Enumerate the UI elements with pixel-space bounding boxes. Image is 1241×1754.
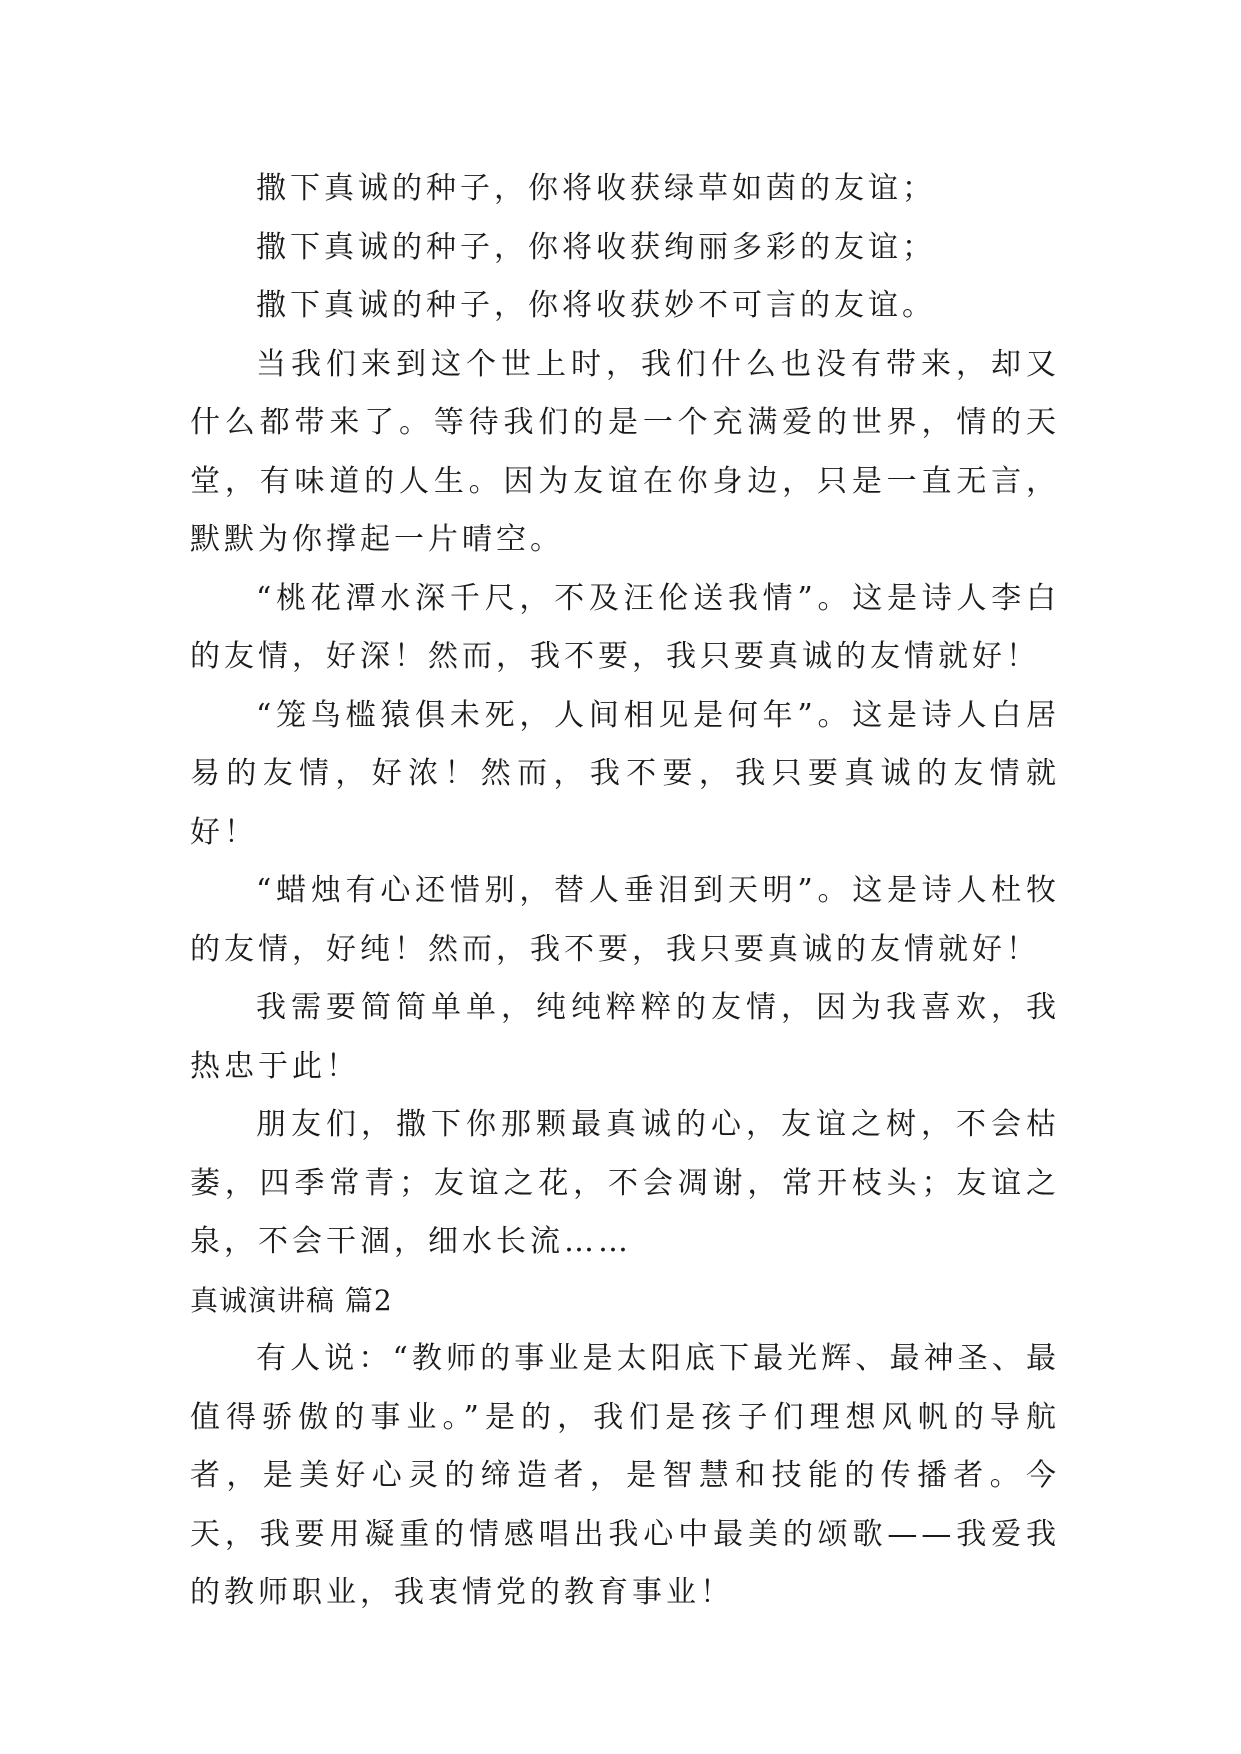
paragraph: 撒下真诚的种子，你将收获绿草如茵的友谊； bbox=[256, 171, 936, 206]
paragraph: 撒下真诚的种子，你将收获绚丽多彩的友谊； bbox=[256, 229, 936, 265]
paragraph: 当我们来到这个世上时，我们什么也没有带来，却又什么都带来了。等待我们的是一个充满爱的世界，情的天堂，有味道的人生。因为友谊在你身边，只是一直无言，默默为你撑起一片晴空。 bbox=[190, 346, 1060, 557]
paragraph: 有人说：“教师的事业是太阳底下最光辉、最神圣、最值得骄傲的事业。”是的，我们是孩子们理想风帆的导航者，是美好心灵的缔造者，是智慧和技能的传播者。今天，我要用凝重的情感唱出我心中最美的颂歌——我爱我的教师职业，我衷情党的教育事业！ bbox=[190, 1341, 1060, 1610]
section-heading: 真诚演讲稿 篇2 bbox=[190, 1283, 393, 1317]
paragraph: “笼鸟槛猿俱未死，人间相见是何年”。这是诗人白居易的友情，好浓！然而，我不要，我只要真诚的友情就好！ bbox=[190, 697, 1060, 850]
paragraph: “桃花潭水深千尺，不及汪伦送我情”。这是诗人李白的友情，好深！然而，我不要，我只要真诚的友情就好！ bbox=[190, 580, 1060, 674]
document-body bbox=[190, 160, 1060, 1623]
paragraph: 我需要简简单单，纯纯粹粹的友情，因为我喜欢，我热忠于此！ bbox=[190, 990, 1060, 1084]
paragraph: 撒下真诚的种子，你将收获妙不可言的友谊。 bbox=[256, 288, 936, 323]
paragraph: “蜡烛有心还惜别，替人垂泪到天明”。这是诗人杜牧的友情，好纯！然而，我不要，我只要真诚的友情就好！ bbox=[190, 873, 1060, 967]
paragraph: 朋友们，撒下你那颗最真诚的心，友谊之树，不会枯萎，四季常青；友谊之花，不会凋谢，常开枝头；友谊之泉，不会干涸，细水长流…… bbox=[190, 1107, 1060, 1259]
